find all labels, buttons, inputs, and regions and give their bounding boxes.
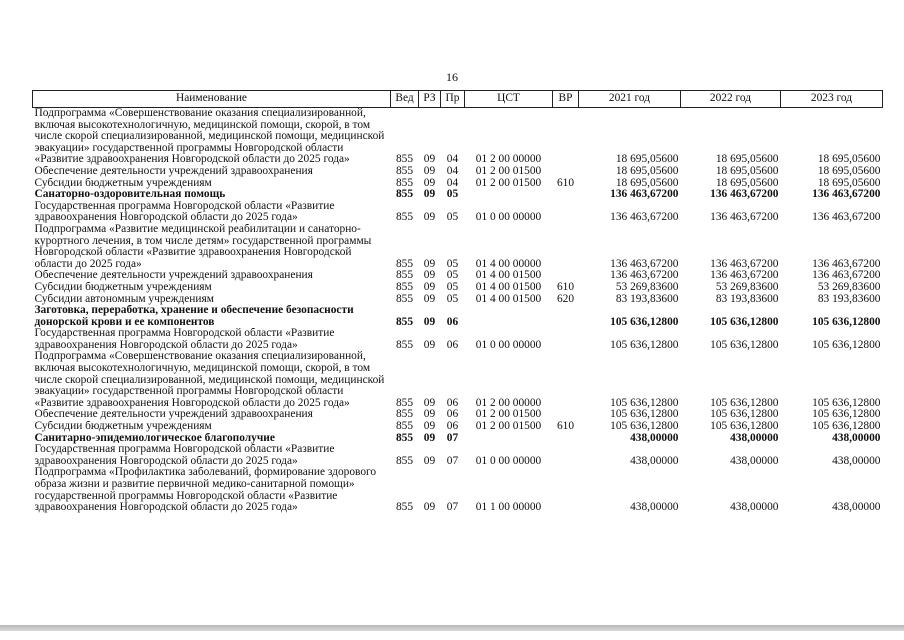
- row-name: Санитарно-эпидемиологическое благополучие: [34, 432, 275, 444]
- row-vr: [553, 166, 579, 178]
- row-2023: 136 463,67200: [812, 257, 881, 270]
- row-name: Санаторно-оздоровительная помощь: [34, 189, 226, 201]
- row-2021: 105 636,12800: [610, 338, 679, 351]
- row-cst: [465, 305, 553, 328]
- row-cst: 01 0 00 00000: [475, 454, 542, 467]
- row-2022: 83 193,83600: [715, 293, 779, 305]
- row-2022: 105 636,12800: [710, 338, 779, 351]
- row-2023: 438,00000: [832, 501, 881, 514]
- row-cst: 01 4 00 01500: [475, 293, 542, 305]
- row-name: Государственная программа Новгородской области «Развитие здравоохранения Новгородской области до 2025 года»: [34, 200, 335, 224]
- row-ved: 855: [395, 432, 414, 444]
- row-2023: 105 636,12800: [812, 421, 881, 433]
- row-pr: 04: [446, 153, 459, 166]
- header-pr: Пр: [441, 91, 465, 108]
- row-rz: 09: [423, 177, 436, 189]
- row-rz: 09: [423, 165, 436, 177]
- row-rz: 09: [423, 270, 436, 282]
- row-2022: 18 695,05600: [715, 177, 779, 189]
- row-2022: 136 463,67200: [710, 211, 779, 224]
- row-2021: 136 463,67200: [610, 270, 679, 282]
- row-vr: [553, 351, 579, 409]
- table-row: [33, 409, 883, 421]
- row-2022: 18 695,05600: [715, 153, 779, 166]
- row-2023: 18 695,05600: [817, 177, 881, 189]
- row-pr: 07: [446, 501, 459, 514]
- row-ved: 855: [395, 293, 414, 305]
- row-pr: 07: [446, 432, 459, 444]
- row-rz: 09: [423, 421, 436, 433]
- row-2021: 438,00000: [630, 501, 679, 514]
- row-pr: 05: [446, 257, 459, 270]
- header-cst: ЦСТ: [465, 91, 553, 108]
- row-pr: 04: [446, 177, 459, 189]
- table-row: [33, 108, 883, 166]
- row-vr: 620: [556, 293, 575, 305]
- row-ved: 855: [395, 211, 414, 224]
- row-rz: 09: [423, 189, 436, 201]
- row-pr: 05: [446, 189, 459, 201]
- row-2021: 438,00000: [630, 454, 679, 467]
- row-ved: 855: [395, 189, 414, 201]
- row-ved: 855: [395, 409, 414, 421]
- row-cst: [465, 433, 553, 445]
- row-pr: 05: [446, 270, 459, 282]
- row-ved: 855: [395, 281, 414, 293]
- row-pr: 06: [446, 338, 459, 351]
- row-cst: 01 4 00 01500: [475, 270, 542, 282]
- table-row: [33, 166, 883, 178]
- row-2023: 438,00000: [832, 432, 881, 444]
- row-vr: [553, 305, 579, 328]
- header-ved: Вед: [391, 91, 419, 108]
- row-name: Субсидии бюджетным учреждениям: [34, 421, 212, 433]
- header-2023: 2023 год: [781, 91, 883, 108]
- row-2021: 136 463,67200: [610, 211, 679, 224]
- row-rz: 09: [423, 454, 436, 467]
- row-2021: 105 636,12800: [610, 421, 679, 433]
- row-pr: 05: [446, 281, 459, 293]
- row-name: Субсидии бюджетным учреждениям: [34, 281, 212, 293]
- row-cst: 01 2 00 00000: [475, 153, 542, 166]
- table-row: [33, 444, 883, 467]
- row-rz: 09: [423, 396, 436, 409]
- row-2022: 136 463,67200: [710, 257, 779, 270]
- table-row: [33, 270, 883, 282]
- row-2022: 53 269,83600: [715, 281, 779, 293]
- header-2021: 2021 год: [579, 91, 681, 108]
- row-2023: 18 695,05600: [817, 165, 881, 177]
- table-body: [33, 108, 883, 514]
- row-2021: 136 463,67200: [610, 189, 679, 201]
- page-number: 16: [446, 70, 458, 84]
- row-2022: 105 636,12800: [710, 396, 779, 409]
- row-cst: 01 2 00 01500: [475, 165, 542, 177]
- row-2021: 105 636,12800: [610, 315, 679, 328]
- table-row: [33, 201, 883, 224]
- row-vr: [553, 433, 579, 445]
- row-vr: [553, 270, 579, 282]
- row-ved: 855: [395, 257, 414, 270]
- row-2021: 105 636,12800: [610, 409, 679, 421]
- row-2022: 105 636,12800: [710, 409, 779, 421]
- row-rz: 09: [423, 409, 436, 421]
- row-2022: 18 695,05600: [715, 165, 779, 177]
- row-2022: 105 636,12800: [710, 315, 779, 328]
- row-name: Обеспечение деятельности учреждений здравоохранения: [34, 409, 313, 421]
- row-cst: 01 4 00 01500: [475, 281, 542, 293]
- header-2022: 2022 год: [681, 91, 781, 108]
- row-2023: 105 636,12800: [812, 396, 881, 409]
- row-pr: 06: [446, 421, 459, 433]
- row-2021: 438,00000: [630, 432, 679, 444]
- page-bottom-edge: [0, 625, 904, 631]
- row-ved: 855: [395, 338, 414, 351]
- row-2023: 136 463,67200: [812, 189, 881, 201]
- row-name: Подпрограмма «Совершенствование оказания специализированной, включая высокотехнологичную, медицинской помощи, скорой, в том числе скорой специализированной, медицинской помощи, медицинской эвакуации» государственной программы Новгородской области «Развитие здравоохранения Новгородской области до 2025 года»: [34, 351, 385, 409]
- row-2022: 136 463,67200: [710, 270, 779, 282]
- row-2023: 105 636,12800: [812, 315, 881, 328]
- row-ved: 855: [395, 153, 414, 166]
- row-2021: 83 193,83600: [615, 293, 679, 305]
- row-rz: 09: [423, 211, 436, 224]
- table-row: [33, 224, 883, 270]
- row-name: Государственная программа Новгородской области «Развитие здравоохранения Новгородской области до 2025 года»: [34, 444, 335, 467]
- row-vr: [553, 467, 579, 513]
- row-2023: 53 269,83600: [817, 281, 881, 293]
- row-vr: 610: [556, 177, 575, 189]
- table-row: [33, 467, 883, 513]
- row-pr: 05: [446, 211, 459, 224]
- row-ved: 855: [395, 177, 414, 189]
- table-row: [33, 282, 883, 294]
- row-cst: 01 4 00 00000: [475, 257, 542, 270]
- row-2023: 83 193,83600: [817, 293, 881, 305]
- row-cst: [465, 189, 553, 201]
- row-name: Подпрограмма «Профилактика заболеваний, формирование здорового образа жизни и развитие первичной медико-санитарной помощи» государственной программы Новгородской области «Развитие здравоохранения Новгородской области до 2025 года»: [34, 467, 377, 514]
- row-pr: 04: [446, 165, 459, 177]
- row-2023: 105 636,12800: [812, 409, 881, 421]
- table-row: [33, 351, 883, 409]
- row-pr: 06: [446, 409, 459, 421]
- row-cst: 01 0 00 00000: [475, 338, 542, 351]
- row-ved: 855: [395, 501, 414, 514]
- row-2021: 105 636,12800: [610, 396, 679, 409]
- row-name: Государственная программа Новгородской области «Развитие здравоохранения Новгородской области до 2025 года»: [34, 328, 335, 351]
- row-cst: 01 2 00 01500: [475, 421, 542, 433]
- row-vr: [553, 409, 579, 421]
- row-2021: 18 695,05600: [615, 165, 679, 177]
- row-name: Субсидии бюджетным учреждениям: [34, 177, 212, 189]
- row-pr: 06: [446, 315, 459, 328]
- row-2023: 105 636,12800: [812, 338, 881, 351]
- table-row: [33, 328, 883, 351]
- row-2022: 136 463,67200: [710, 189, 779, 201]
- row-ved: 855: [395, 315, 414, 328]
- row-cst: 01 0 00 00000: [475, 211, 542, 224]
- row-ved: 855: [395, 396, 414, 409]
- table-row: [33, 433, 883, 445]
- row-rz: 09: [423, 338, 436, 351]
- row-vr: [553, 189, 579, 201]
- header-vr: ВР: [553, 91, 579, 108]
- table-row: [33, 305, 883, 328]
- row-rz: 09: [423, 281, 436, 293]
- row-vr: [553, 328, 579, 351]
- table-header-row: [33, 91, 883, 108]
- header-rz: РЗ: [419, 91, 441, 108]
- row-2021: 18 695,05600: [615, 177, 679, 189]
- row-pr: 07: [446, 454, 459, 467]
- row-vr: [553, 108, 579, 166]
- row-2023: 438,00000: [832, 454, 881, 467]
- row-ved: 855: [395, 165, 414, 177]
- row-2022: 438,00000: [730, 432, 779, 444]
- table-row: [33, 294, 883, 306]
- row-rz: 09: [423, 501, 436, 514]
- row-cst: 01 1 00 00000: [475, 501, 542, 514]
- row-ved: 855: [395, 454, 414, 467]
- table-row: [33, 421, 883, 433]
- row-ved: 855: [395, 270, 414, 282]
- row-2023: 18 695,05600: [817, 153, 881, 166]
- header-name: Наименование: [33, 91, 391, 108]
- row-2022: 105 636,12800: [710, 421, 779, 433]
- table-row: [33, 178, 883, 190]
- row-name: Подпрограмма «Совершенствование оказания специализированной, включая высокотехнологичную, медицинской помощи, скорой, в том числе скорой специализированной, медицинской помощи, медицинской эвакуации» государственной программы Новгородской области «Развитие здравоохранения Новгородской области до 2025 года»: [34, 107, 385, 166]
- row-pr: 05: [446, 293, 459, 305]
- row-name: Субсидии автономным учреждениям: [34, 293, 214, 305]
- row-pr: 06: [446, 396, 459, 409]
- row-vr: [553, 201, 579, 224]
- row-2021: 53 269,83600: [615, 281, 679, 293]
- row-ved: 855: [395, 421, 414, 433]
- row-2022: 438,00000: [730, 454, 779, 467]
- row-vr: 610: [556, 281, 575, 293]
- row-cst: 01 2 00 01500: [475, 177, 542, 189]
- row-name: Заготовка, переработка, хранение и обеспечение безопасности донорской крови и ее компонентов: [34, 305, 354, 328]
- row-name: Обеспечение деятельности учреждений здравоохранения: [34, 270, 313, 282]
- table-row: [33, 189, 883, 201]
- row-rz: 09: [423, 293, 436, 305]
- row-name: Подпрограмма «Развитие медицинской реабилитации и санаторно-курортного лечения, в том числе детям» государственной программы Новгородской области «Развитие здравоохранения Новгородской области до 2025 года»: [34, 223, 372, 270]
- row-vr: [553, 444, 579, 467]
- row-vr: [553, 224, 579, 270]
- row-rz: 09: [423, 432, 436, 444]
- budget-table: [32, 90, 883, 514]
- row-2021: 136 463,67200: [610, 257, 679, 270]
- row-rz: 09: [423, 257, 436, 270]
- row-cst: 01 2 00 00000: [475, 396, 542, 409]
- row-name: Обеспечение деятельности учреждений здравоохранения: [34, 165, 313, 177]
- row-rz: 09: [423, 315, 436, 328]
- row-cst: 01 2 00 01500: [475, 409, 542, 421]
- row-2023: 136 463,67200: [812, 211, 881, 224]
- row-2022: 438,00000: [730, 501, 779, 514]
- row-2023: 136 463,67200: [812, 270, 881, 282]
- row-rz: 09: [423, 153, 436, 166]
- row-2021: 18 695,05600: [615, 153, 679, 166]
- row-vr: 610: [556, 421, 575, 433]
